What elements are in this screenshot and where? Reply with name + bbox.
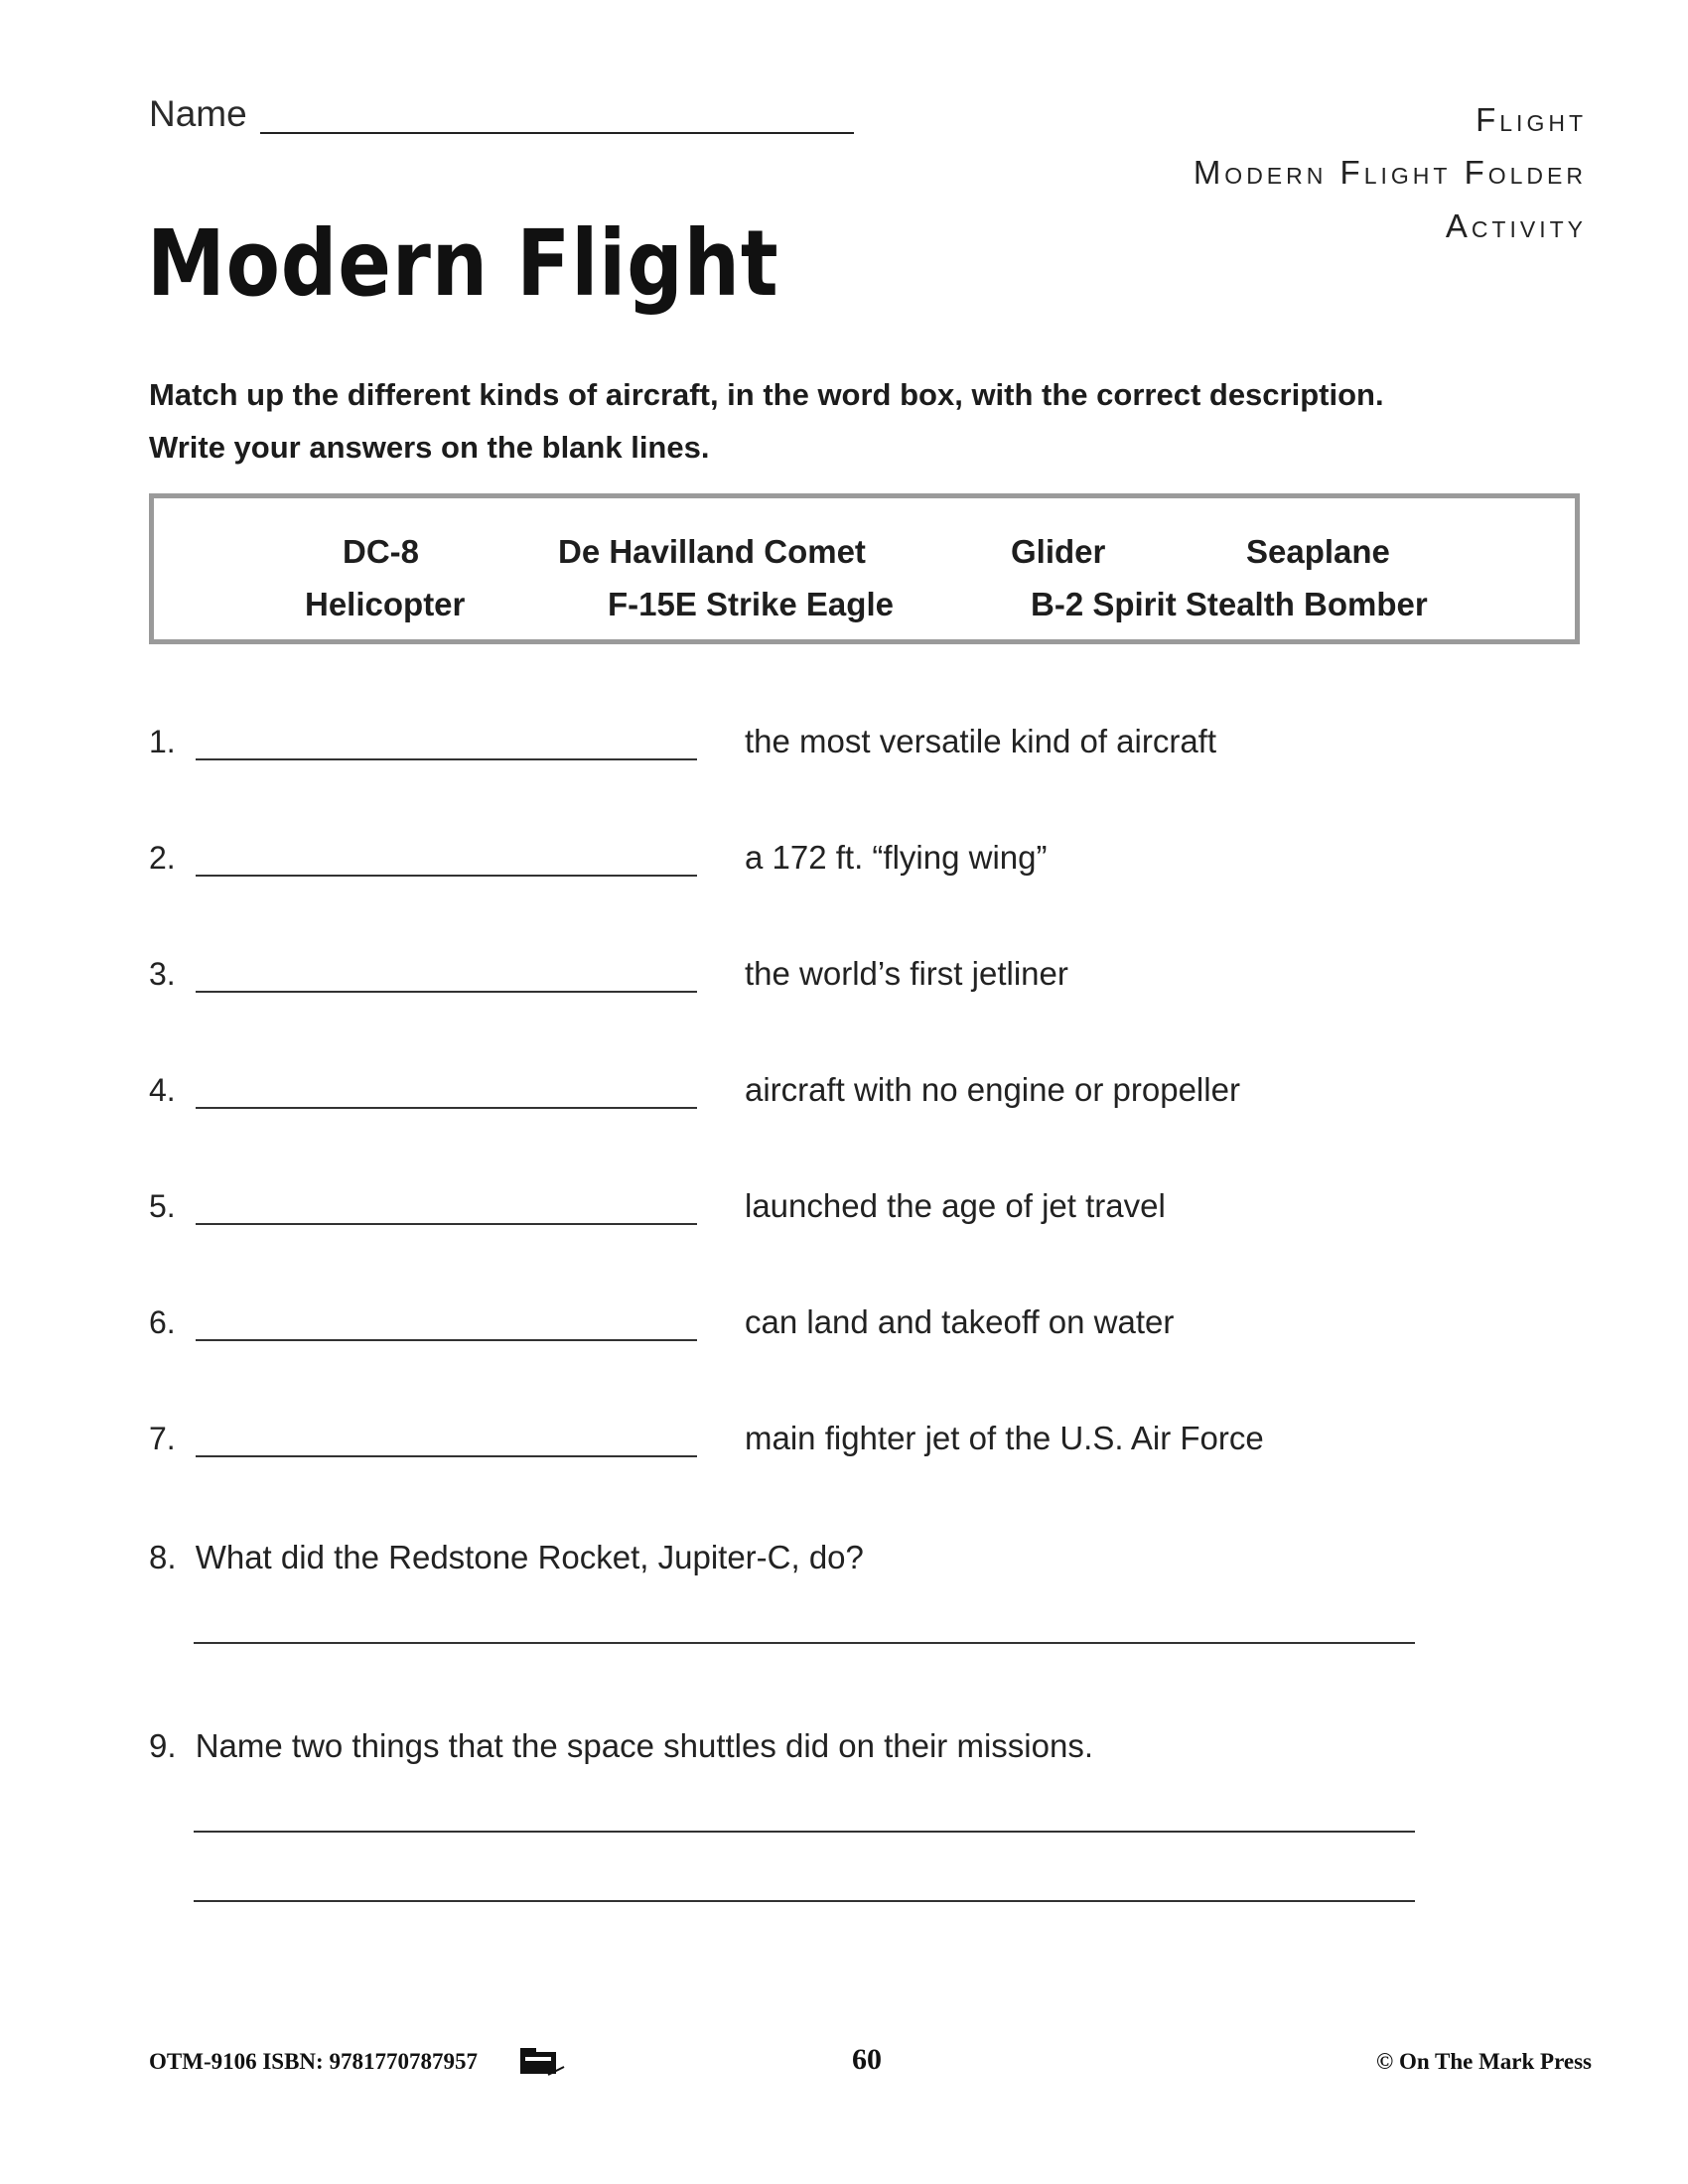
word-f15e-strike-eagle: F-15E Strike Eagle	[608, 586, 894, 622]
question-description: the world’s first jetliner	[745, 955, 1068, 992]
name-answer-line[interactable]	[260, 132, 854, 134]
answer-line[interactable]	[196, 758, 697, 760]
open-question-8	[149, 1539, 864, 1576]
question-number: 3.	[149, 956, 176, 992]
question-description: aircraft with no engine or propeller	[745, 1071, 1240, 1108]
topic-subject: Flight	[1476, 101, 1587, 138]
topic-activity: Activity	[1445, 207, 1587, 244]
answer-line[interactable]	[196, 1107, 697, 1109]
question-number: 7.	[149, 1421, 176, 1456]
answer-line[interactable]	[196, 1455, 697, 1457]
question-text: Name two things that the space shuttles did on their missions.	[195, 1727, 1093, 1764]
question-description: can land and takeoff on water	[745, 1303, 1175, 1340]
instructions-line-2: Write your answers on the blank lines.	[149, 430, 710, 465]
page-number: 60	[852, 2043, 882, 2076]
word-glider: Glider	[1011, 533, 1106, 570]
question-number: 4.	[149, 1072, 176, 1108]
question-number: 5.	[149, 1188, 176, 1224]
answer-line[interactable]	[194, 1642, 1415, 1644]
page-title: Modern Flight	[147, 210, 779, 317]
answer-line[interactable]	[194, 1900, 1415, 1902]
open-question-9	[149, 1727, 1093, 1765]
word-dc8: DC-8	[343, 533, 420, 570]
question-description: the most versatile kind of aircraft	[745, 723, 1217, 759]
question-description: a 172 ft. “flying wing”	[745, 839, 1048, 876]
word-seaplane: Seaplane	[1246, 533, 1390, 570]
word-helicopter: Helicopter	[305, 586, 466, 622]
answer-line[interactable]	[196, 1223, 697, 1225]
question-description: launched the age of jet travel	[745, 1187, 1166, 1224]
question-number: 9.	[149, 1727, 177, 1764]
topic-folder: Modern Flight Folder	[1193, 154, 1587, 191]
question-text: What did the Redstone Rocket, Jupiter-C, do?	[195, 1539, 864, 1575]
word-de-havilland-comet: De Havilland Comet	[558, 533, 866, 570]
answer-line[interactable]	[196, 991, 697, 993]
question-number: 2.	[149, 840, 176, 876]
question-number: 6.	[149, 1304, 176, 1340]
instructions-line-1: Match up the different kinds of aircraft, in the word box, with the correct description.	[149, 377, 1384, 412]
question-number: 8.	[149, 1539, 177, 1575]
answer-line[interactable]	[196, 875, 697, 877]
question-description: main fighter jet of the U.S. Air Force	[745, 1420, 1264, 1456]
footer-copyright: © On The Mark Press	[1376, 2049, 1592, 2074]
footer-isbn: OTM-9106 ISBN: 9781770787957	[149, 2049, 478, 2074]
question-number: 1.	[149, 724, 176, 759]
answer-line[interactable]	[194, 1831, 1415, 1833]
name-label: Name	[149, 93, 247, 134]
answer-line[interactable]	[196, 1339, 697, 1341]
word-b2-spirit: B-2 Spirit Stealth Bomber	[1031, 586, 1428, 622]
folder-icon	[518, 2045, 566, 2077]
